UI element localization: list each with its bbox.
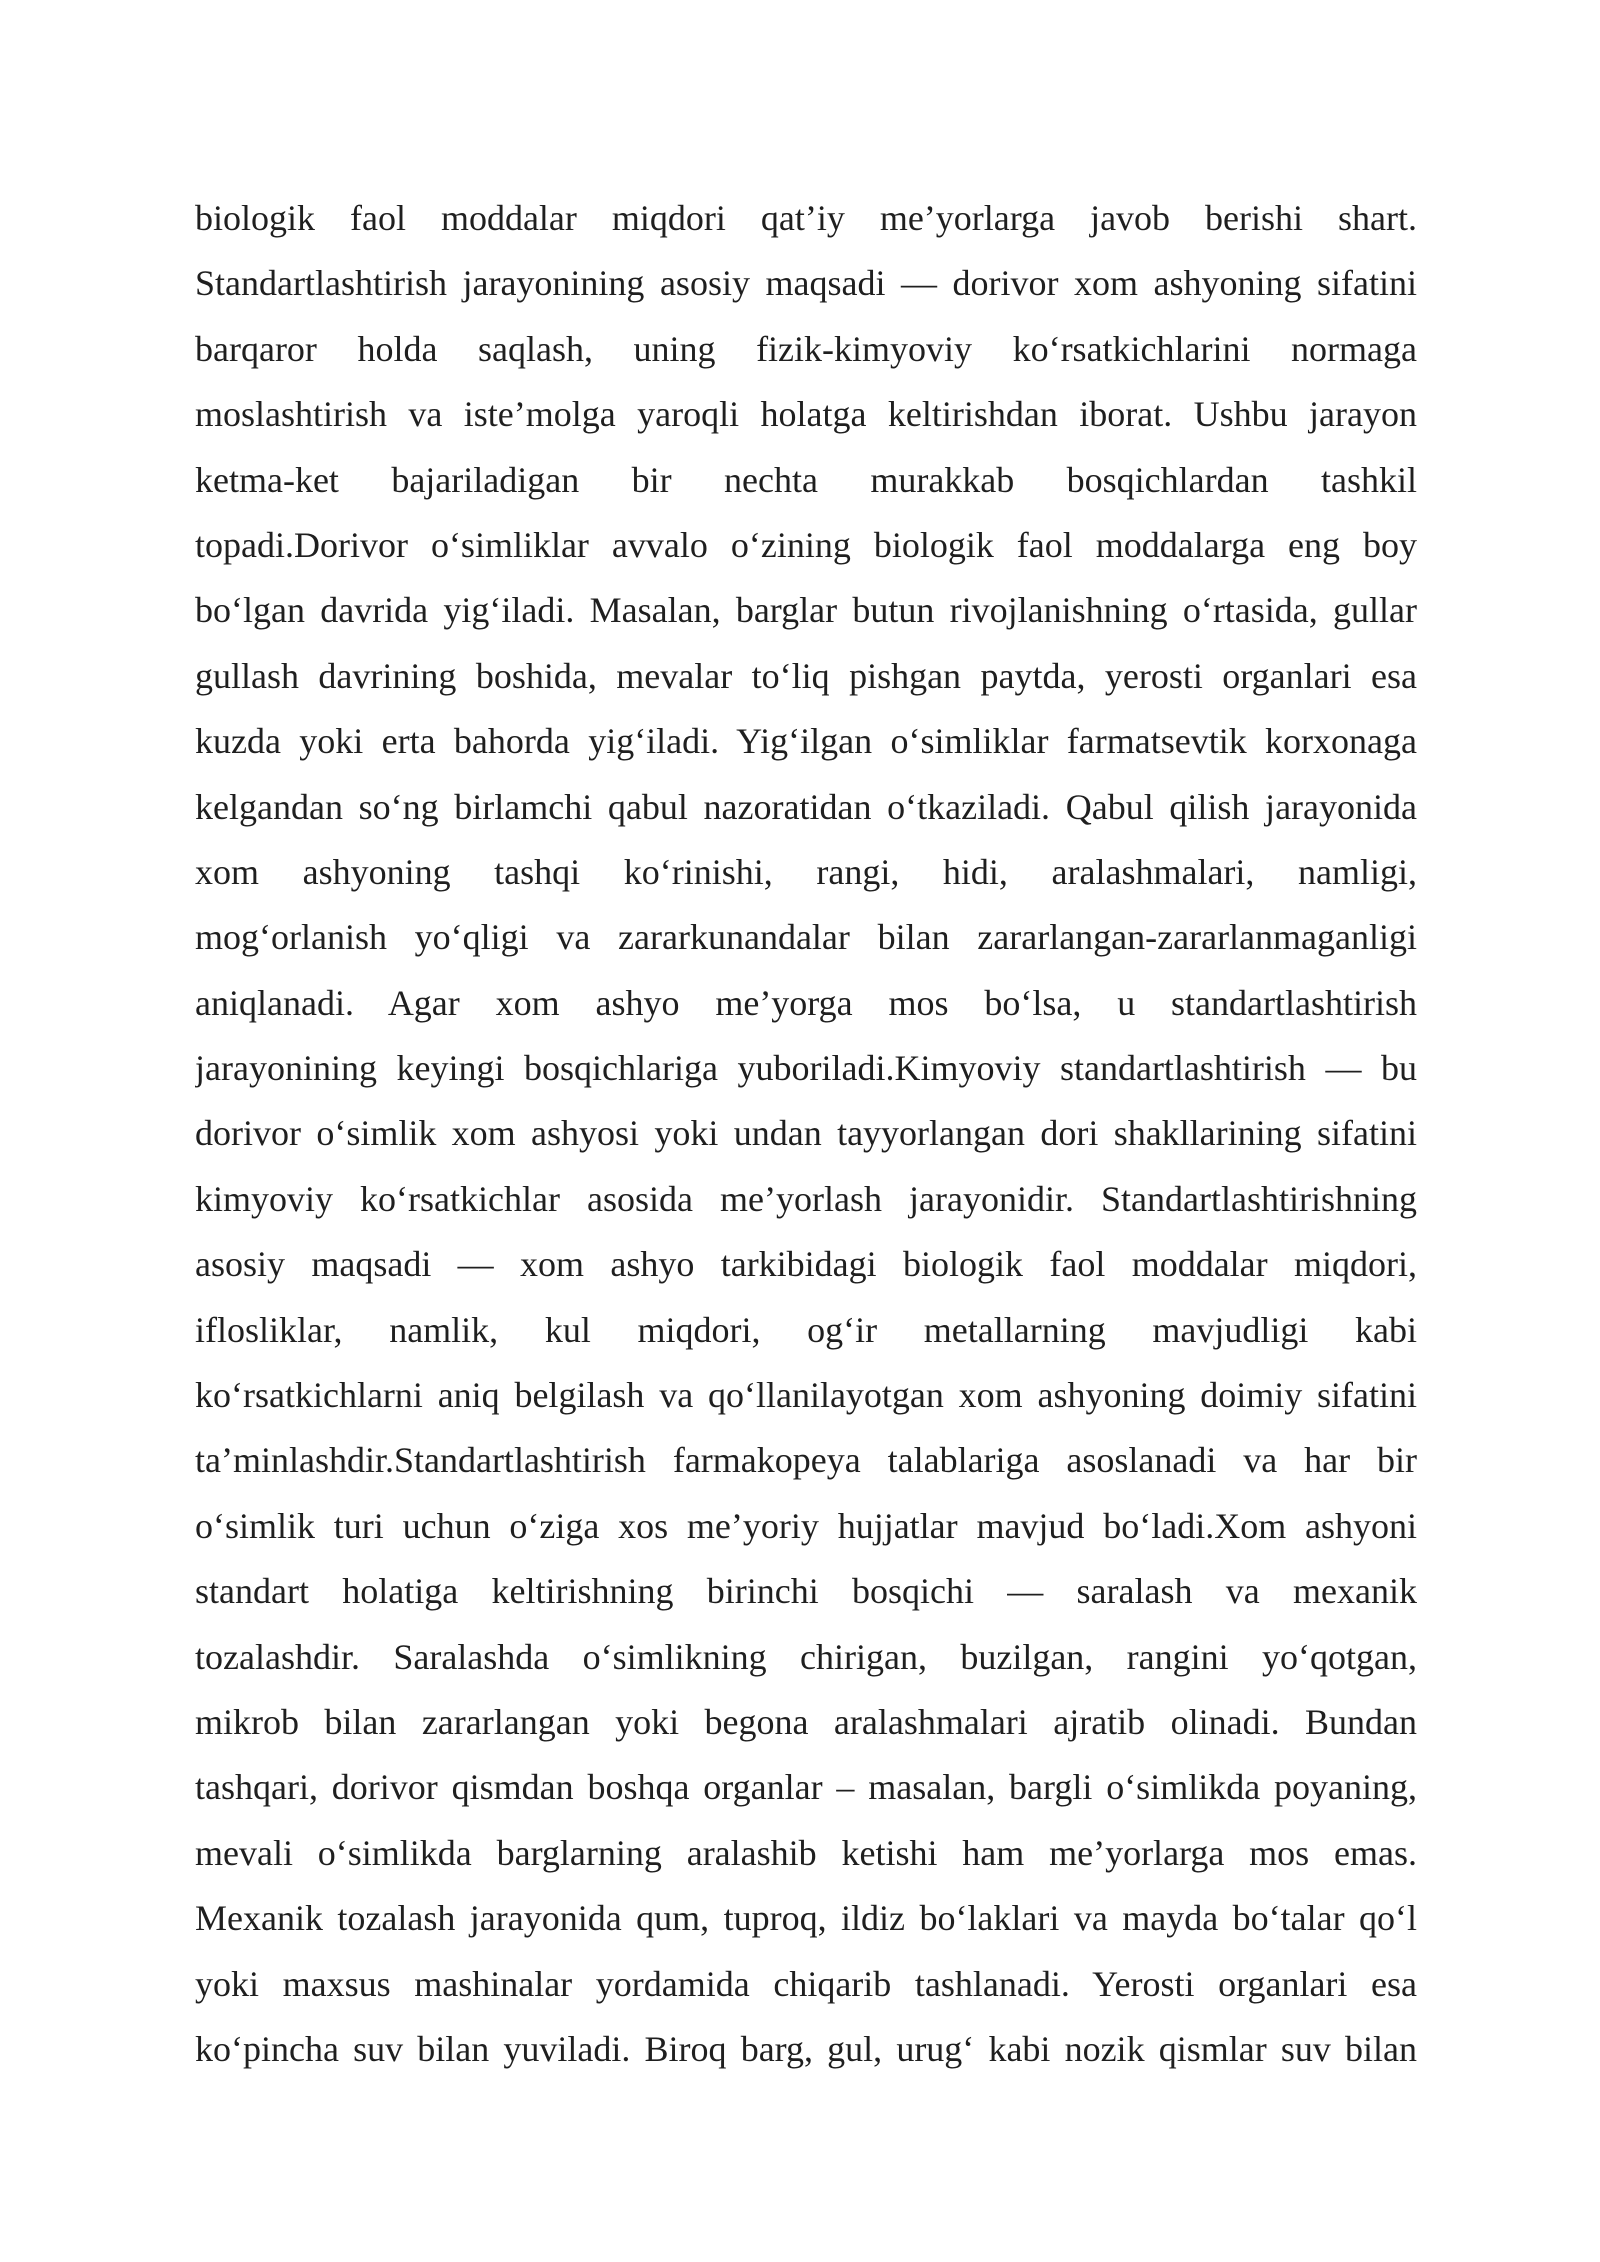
- text-line: asosiy maqsadi — xom ashyo tarkibidagi biologik faol moddalar miqdori,: [195, 1244, 1417, 1285]
- text-line: moslashtirish va iste’molga yaroqli holatga keltirishdan iborat. Ushbu jarayon: [195, 394, 1417, 435]
- body-text: [195, 190, 1417, 2086]
- text-line: kelgandan soʻng birlamchi qabul nazoratidan oʻtkaziladi. Qabul qilish jarayonida: [195, 786, 1417, 827]
- text-line: aniqlanadi. Agar xom ashyo me’yorga mos boʻlsa, u standartlashtirish: [195, 982, 1417, 1023]
- text-line: mikrob bilan zararlangan yoki begona aralashmalari ajratib olinadi. Bundan: [195, 1701, 1417, 1742]
- text-line: ta’minlashdir.Standartlashtirish farmakopeya talablariga asoslanadi va har bir: [195, 1440, 1417, 1481]
- text-line: kuzda yoki erta bahorda yigʻiladi. Yigʻilgan oʻsimliklar farmatsevtik korxonaga: [195, 721, 1417, 762]
- text-line: kimyoviy koʻrsatkichlar asosida me’yorlash jarayonidir. Standartlashtirishning: [195, 1178, 1417, 1219]
- text-line: barqaror holda saqlash, uning fizik-kimyoviy koʻrsatkichlarini normaga: [195, 328, 1417, 369]
- text-line: standart holatiga keltirishning birinchi bosqichi — saralash va mexanik: [195, 1571, 1417, 1612]
- text-line: ketma-ket bajariladigan bir nechta murakkab bosqichlardan tashkil: [195, 459, 1417, 500]
- text-line: oʻsimlik turi uchun oʻziga xos me’yoriy hujjatlar mavjud boʻladi.Xom ashyoni: [195, 1505, 1417, 1546]
- text-line: iflosliklar, namlik, kul miqdori, ogʻir metallarning mavjudligi kabi: [195, 1309, 1417, 1350]
- text-line: mogʻorlanish yoʻqligi va zararkunandalar bilan zararlangan-zararlanmaganligi: [195, 917, 1417, 958]
- text-line: jarayonining keyingi bosqichlariga yuboriladi.Kimyoviy standartlashtirish — bu: [195, 1048, 1417, 1089]
- text-line: boʻlgan davrida yigʻiladi. Masalan, barglar butun rivojlanishning oʻrtasida, gullar: [195, 590, 1417, 631]
- text-line: Standartlashtirish jarayonining asosiy maqsadi — dorivor xom ashyoning sifatini: [195, 263, 1417, 304]
- text-line: mevali oʻsimlikda barglarning aralashib ketishi ham me’yorlarga mos emas.: [195, 1832, 1417, 1873]
- text-line: koʻpincha suv bilan yuviladi. Biroq barg, gul, urugʻ kabi nozik qismlar suv bilan: [195, 2028, 1417, 2069]
- text-line: Mexanik tozalash jarayonida qum, tuproq, ildiz boʻlaklari va mayda boʻtalar qoʻl: [195, 1898, 1417, 1939]
- text-line: tashqari, dorivor qismdan boshqa organlar – masalan, bargli oʻsimlikda poyaning,: [195, 1767, 1417, 1808]
- text-line: biologik faol moddalar miqdori qat’iy me’yorlarga javob berishi shart.: [195, 198, 1417, 238]
- text-line: dorivor oʻsimlik xom ashyosi yoki undan tayyorlangan dori shakllarining sifatini: [195, 1113, 1417, 1154]
- text-line: gullash davrining boshida, mevalar toʻliq pishgan paytda, yerosti organlari esa: [195, 655, 1417, 696]
- text-line: koʻrsatkichlarni aniq belgilash va qoʻllanilayotgan xom ashyoning doimiy sifatini: [195, 1375, 1417, 1416]
- text-line: xom ashyoning tashqi koʻrinishi, rangi, hidi, aralashmalari, namligi,: [195, 851, 1417, 892]
- text-line: topadi.Dorivor oʻsimliklar avvalo oʻzining biologik faol moddalarga eng boy: [195, 524, 1417, 565]
- text-line: tozalashdir. Saralashda oʻsimlikning chirigan, buzilgan, rangini yoʻqotgan,: [195, 1636, 1417, 1677]
- text-line: yoki maxsus mashinalar yordamida chiqarib tashlanadi. Yerosti organlari esa: [195, 1963, 1417, 2004]
